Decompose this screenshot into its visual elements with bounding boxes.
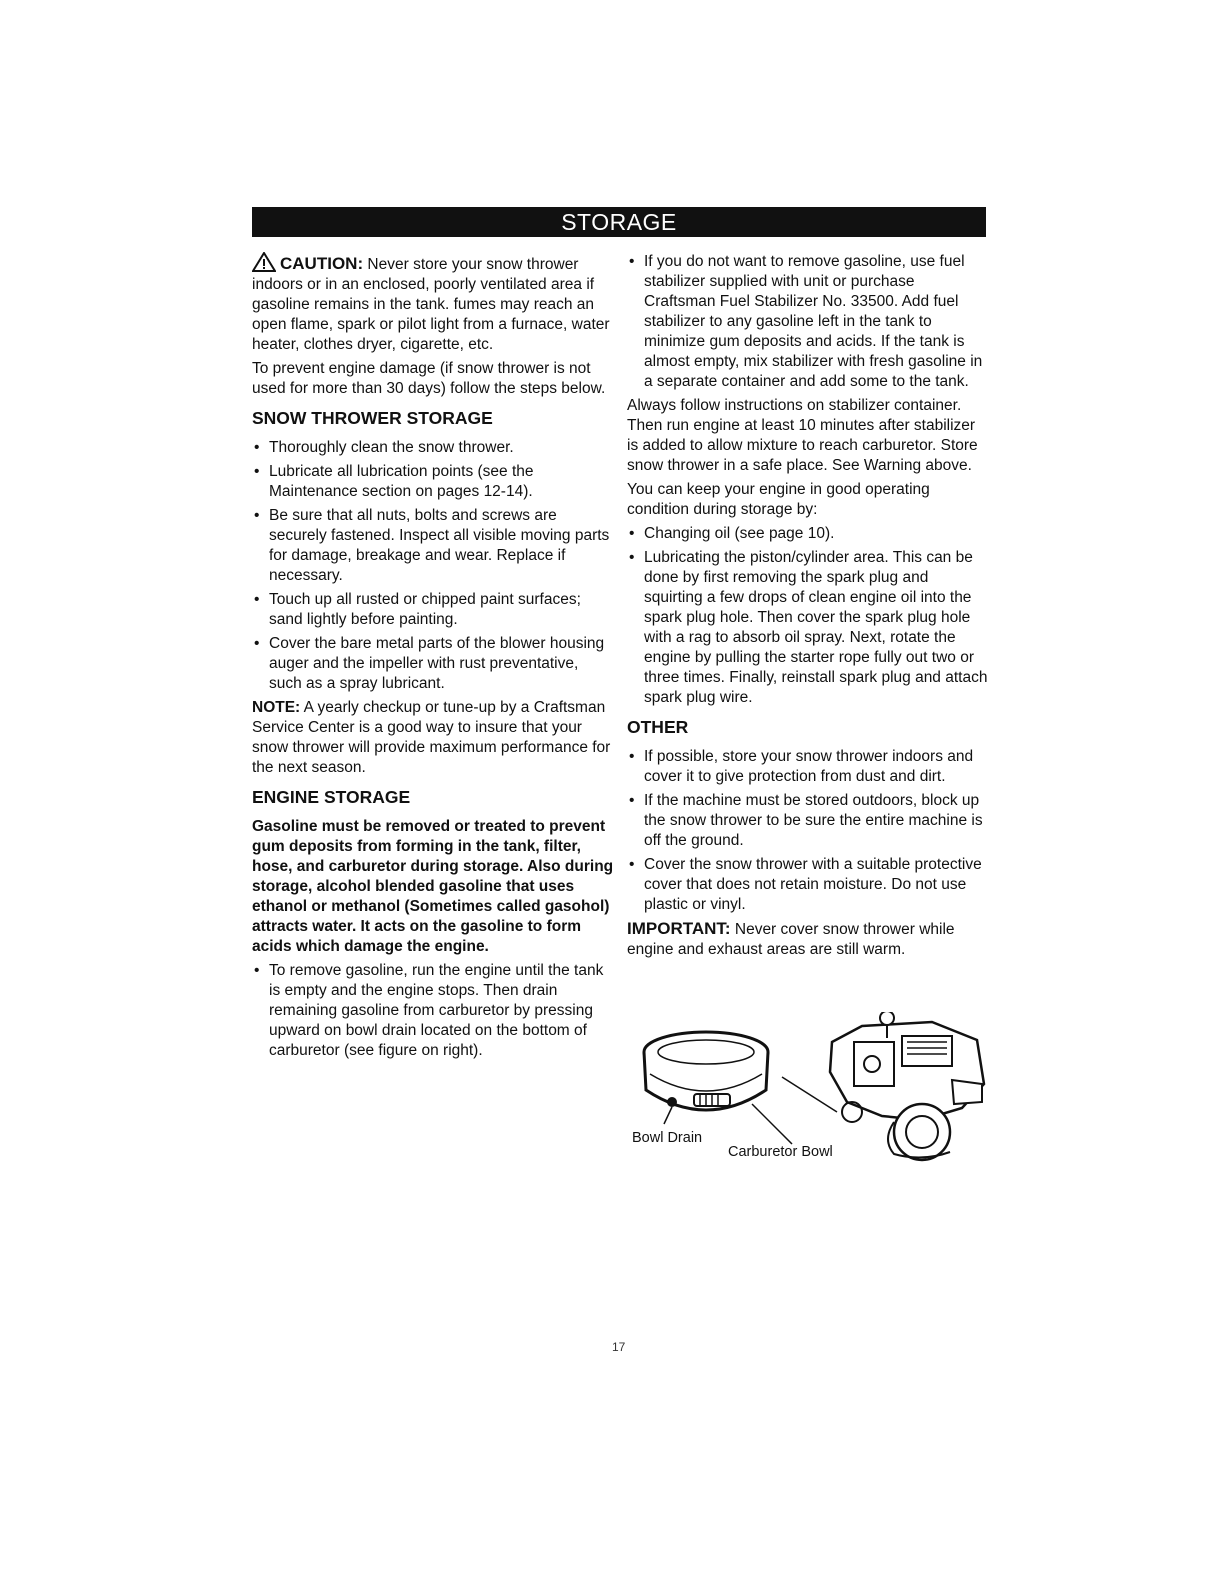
- important-text: Never cover snow thrower while engine and exhaust areas are still warm.: [627, 921, 955, 958]
- list-item: • Be sure that all nuts, bolts and screws are securely fastened. Inspect all visible moving parts for damage, breakage and wear. Replace if necessary.: [252, 506, 614, 586]
- list-item: • Thoroughly clean the snow thrower.: [252, 438, 614, 458]
- condition-list: [627, 524, 989, 708]
- engine-storage-heading: ENGINE STORAGE: [252, 787, 411, 807]
- snow-thrower-storage-heading: SNOW THROWER STORAGE: [252, 408, 493, 428]
- engine-storage-list: [252, 961, 614, 1061]
- carburetor-bowl-label: Carburetor Bowl: [728, 1144, 833, 1160]
- list-item: • Touch up all rusted or chipped paint surfaces; sand lightly before painting.: [252, 590, 614, 630]
- list-item: • To remove gasoline, run the engine until the tank is empty and the engine stops. Then drain remaining gasoline from carburetor by pressing upward on bowl drain located on the bottom of carburetor (see figure on right).: [252, 961, 614, 1061]
- important-label: IMPORTANT:: [627, 919, 731, 938]
- left-column: [252, 252, 614, 1065]
- section-banner: [252, 207, 986, 237]
- caution-label: CAUTION:: [280, 254, 364, 273]
- right-column: [627, 252, 989, 964]
- caution-paragraph: [252, 252, 614, 355]
- stabilizer-paragraph: Always follow instructions on stabilizer container. Then run engine at least 10 minutes after stabilizer is added to allow mixture to reach carburetor. Store snow thrower in a safe place. See Warning above.: [627, 397, 978, 474]
- list-item: • Lubricate all lubrication points (see the Maintenance section on pages 12-14).: [252, 462, 614, 502]
- engine-storage-warning: Gasoline must be removed or treated to prevent gum deposits from forming in the tank, filter, hose, and carburetor during storage. Also during storage, alcohol blended gasoline that uses ethanol or methanol (Sometimes called gasohol) attracts water. It acts on the gasoline to form acids which damage the engine.: [252, 818, 614, 955]
- list-item: • Changing oil (see page 10).: [627, 524, 989, 544]
- banner-title: STORAGE: [561, 209, 677, 235]
- engine-storage-list-continued: [627, 252, 989, 392]
- list-item: • Cover the bare metal parts of the blower housing auger and the impeller with rust preventative, such as a spray lubricant.: [252, 634, 614, 694]
- list-item: • Cover the snow thrower with a suitable protective cover that does not retain moisture. Do not use plastic or vinyl.: [627, 855, 989, 915]
- good-condition-paragraph: You can keep your engine in good operating condition during storage by:: [627, 481, 930, 518]
- list-item: • Lubricating the piston/cylinder area. This can be done by first removing the spark plug and squirting a few drops of clean engine oil into the spark plug hole. Then cover the spark plug hole with a rag to absorb oil spray. Next, rotate the engine by pulling the starter rope fully out two or three times. Finally, reinstall spark plug and attach spark plug wire.: [627, 548, 989, 708]
- list-item: • If possible, store your snow thrower indoors and cover it to give protection from dust and dirt.: [627, 747, 989, 787]
- bowl-drain-label: Bowl Drain: [632, 1130, 703, 1146]
- list-item: • If the machine must be stored outdoors, block up the snow thrower to be sure the entire machine is off the ground.: [627, 791, 989, 851]
- intro-paragraph: To prevent engine damage (if snow thrower is not used for more than 30 days) follow the steps below.: [252, 360, 606, 397]
- list-item: • If you do not want to remove gasoline, use fuel stabilizer supplied with unit or purchase Craftsman Fuel Stabilizer No. 33500. Add fuel stabilizer to any gasoline left in the tank to minimize gum deposits and acids. If the tank is almost empty, mix stabilizer with fresh gasoline in a separate container and add some to the tank.: [627, 252, 989, 392]
- caution-text: Never store your snow thrower indoors or in an enclosed, poorly ventilated area if gasoline remains in the tank. fumes may reach an open flame, spark or pilot light from a furnace, water heater, clothes dryer, cigarette, etc.: [252, 256, 610, 353]
- other-list: [627, 747, 989, 915]
- page-number: 17: [612, 1340, 626, 1354]
- carburetor-figure: [632, 1012, 990, 1182]
- note-paragraph: [252, 698, 614, 778]
- warning-triangle-icon: [252, 252, 276, 272]
- snow-thrower-storage-list: [252, 438, 614, 694]
- important-paragraph: [627, 919, 989, 960]
- note-label: NOTE:: [252, 699, 301, 716]
- other-heading: OTHER: [627, 717, 689, 737]
- note-text: A yearly checkup or tune-up by a Craftsman Service Center is a good way to insure that your snow thrower will provide maximum performance for the next season.: [252, 699, 611, 776]
